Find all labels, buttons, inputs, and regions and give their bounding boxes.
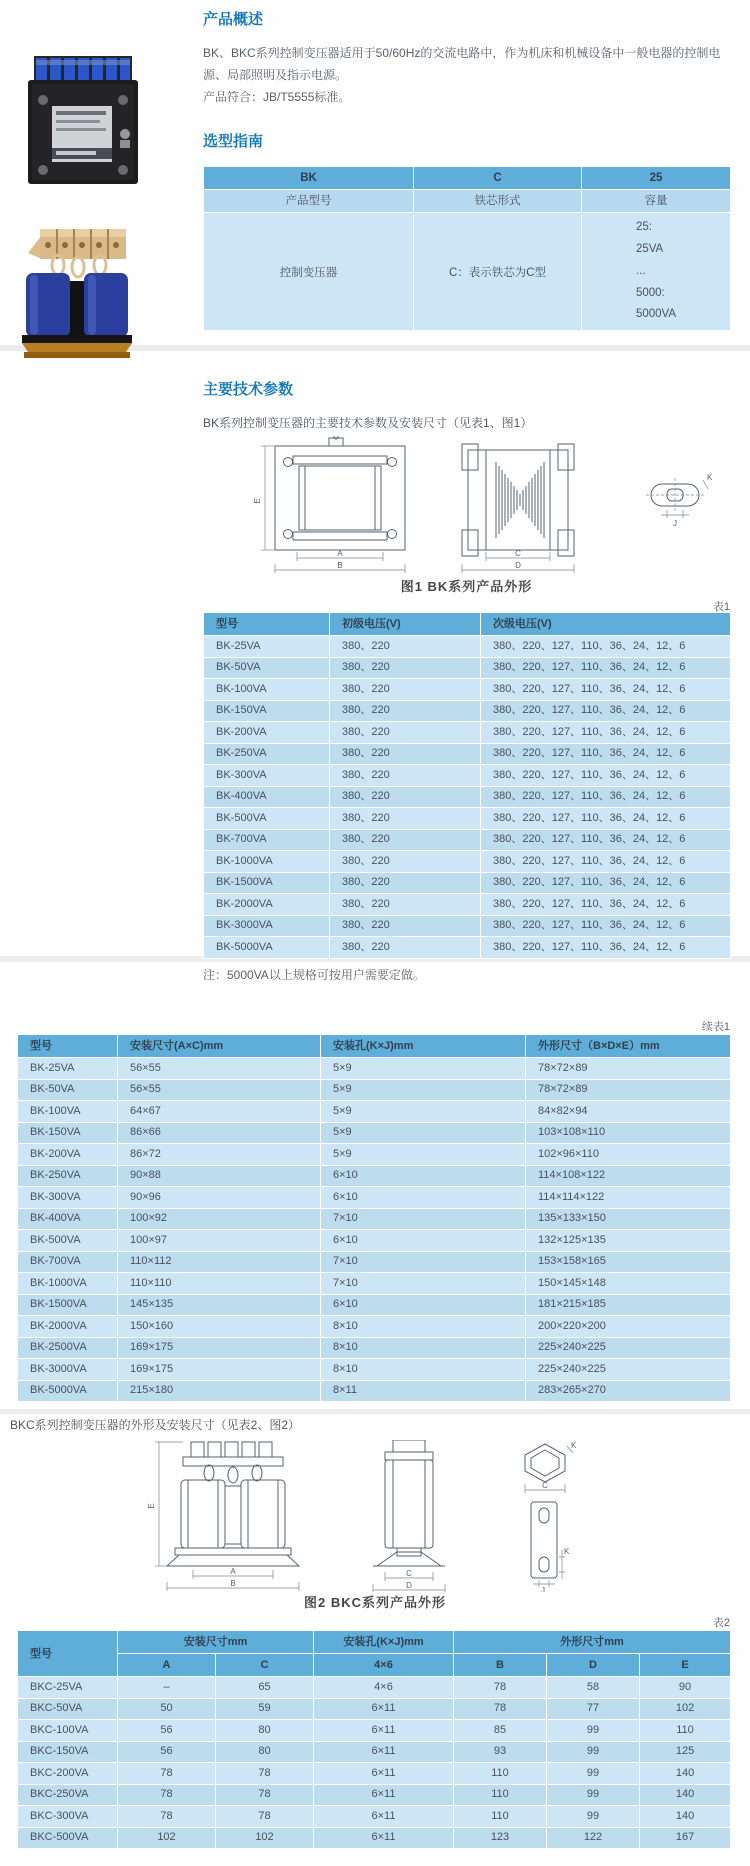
table-cell: 86×66 — [118, 1122, 321, 1144]
table-cell: 78 — [118, 1784, 216, 1806]
table-cell: 380、220 — [330, 937, 481, 959]
table-cell: 110 — [640, 1720, 731, 1742]
column-subheader: E — [640, 1654, 731, 1677]
table-cell: 56×55 — [118, 1079, 321, 1101]
table-row — [18, 1316, 731, 1338]
column-header: 型号 — [18, 1035, 118, 1058]
overview-heading: 产品概述 — [203, 11, 264, 28]
table-cell: 110×112 — [118, 1251, 321, 1273]
column-header: 外形尺寸mm — [454, 1631, 731, 1654]
table-row — [18, 1806, 731, 1828]
overview-line1: BK、BKC系列控制变压器适用于50/60Hz的交流电路中，作为机床和机械设备中一般电器的控制电源、局部照明及指示电源。 — [203, 46, 721, 83]
table-row — [18, 1251, 731, 1273]
column-header: 安装尺寸(A×C)mm — [118, 1035, 321, 1058]
column-subheader: A — [118, 1654, 216, 1677]
table-cell: BKC-300VA — [18, 1806, 118, 1828]
table-cell: 110 — [454, 1763, 547, 1785]
table-cell: 5×9 — [321, 1058, 526, 1080]
table-cell: 80 — [216, 1720, 314, 1742]
table-cell: 99 — [547, 1741, 640, 1763]
table-cell: 6×10 — [321, 1187, 526, 1209]
table-cell: 380、220 — [330, 679, 481, 701]
table-cell: 200×220×200 — [526, 1316, 731, 1338]
table-cell: 380、220、127、110、36、24、12、6 — [481, 894, 731, 916]
table-cell: 380、220 — [330, 765, 481, 787]
dim-label-k: K — [564, 1547, 570, 1556]
column-header: BK — [204, 167, 414, 190]
table-cell: 150×160 — [118, 1316, 321, 1338]
dim-label-e: E — [147, 1503, 156, 1509]
table-cell: 380、220、127、110、36、24、12、6 — [481, 743, 731, 765]
table-row — [18, 1720, 731, 1742]
dim-label-a: A — [337, 549, 343, 558]
table-cell: C：表示铁芯为C型 — [414, 213, 582, 331]
table-cell: BK-1000VA — [18, 1273, 118, 1295]
column-header: C — [414, 167, 582, 190]
dim-label-d: D — [406, 1581, 412, 1590]
table-cell: BK-250VA — [204, 743, 330, 765]
selection-table-header — [204, 167, 731, 190]
table-cell: 6×11 — [314, 1720, 454, 1742]
table-cell: 6×10 — [321, 1165, 526, 1187]
table-cell: 380、220 — [330, 915, 481, 937]
table-row — [204, 851, 731, 873]
table-cell: BK-300VA — [18, 1187, 118, 1209]
table-cell: 125 — [640, 1741, 731, 1763]
table-row — [18, 1784, 731, 1806]
table-cell: BK-100VA — [204, 679, 330, 701]
table-cell — [582, 213, 731, 331]
table-cell: 5×9 — [321, 1122, 526, 1144]
overview-line2: 产品符合：JB/T5555标准。 — [203, 90, 351, 105]
table-cell: BK-400VA — [204, 786, 330, 808]
bk-voltage-table — [203, 612, 731, 959]
table-cell: 59 — [216, 1698, 314, 1720]
table-row — [204, 657, 731, 679]
table-cell: 225×240×225 — [526, 1359, 731, 1381]
table-row — [18, 1677, 731, 1699]
table-row — [204, 636, 731, 658]
table-cell: 102 — [640, 1698, 731, 1720]
table-cell: BK-25VA — [18, 1058, 118, 1080]
table-row — [18, 1654, 731, 1677]
table-row — [18, 1208, 731, 1230]
column-header: 安装孔(K×J)mm — [314, 1631, 454, 1654]
table-cell: 99 — [547, 1763, 640, 1785]
table-cell: 380、220、127、110、36、24、12、6 — [481, 657, 731, 679]
table-row — [18, 1359, 731, 1381]
table-cell: 8×10 — [321, 1359, 526, 1381]
table-row — [204, 765, 731, 787]
table-cell: BK-300VA — [204, 765, 330, 787]
table-cell: 93 — [454, 1741, 547, 1763]
table-cell: 7×10 — [321, 1273, 526, 1295]
table-row — [18, 1144, 731, 1166]
table-cell: 7×10 — [321, 1251, 526, 1273]
column-subheader: 4×6 — [314, 1654, 454, 1677]
column-header: 25 — [582, 167, 731, 190]
table-cell: 122 — [547, 1827, 640, 1849]
table-row — [204, 700, 731, 722]
table-cell: 58 — [547, 1677, 640, 1699]
table-cell: BKC-500VA — [18, 1827, 118, 1849]
table-cell: BKC-25VA — [18, 1677, 118, 1699]
table-cell: 380、220 — [330, 894, 481, 916]
table-cell: 114×114×122 — [526, 1187, 731, 1209]
table-cell: 380、220、127、110、36、24、12、6 — [481, 722, 731, 744]
specs-intro: BK系列控制变压器的主要技术参数及安装尺寸（见表1、图1） — [203, 416, 533, 430]
table-cell: BK-100VA — [18, 1101, 118, 1123]
bkc-intro: BKC系列控制变压器的外形及安装尺寸（见表2、图2） — [10, 1418, 301, 1432]
table-cell: BK-400VA — [18, 1208, 118, 1230]
specs-heading: 主要技术参数 — [203, 381, 294, 398]
table-row — [204, 894, 731, 916]
table-header — [18, 1035, 731, 1058]
column-header: 初级电压(V) — [330, 613, 481, 636]
table-cell: 6×11 — [314, 1763, 454, 1785]
table-cell: 50 — [118, 1698, 216, 1720]
bk-dimension-table — [17, 1034, 731, 1402]
table-cell: 6×11 — [314, 1741, 454, 1763]
table-cell: 380、220、127、110、36、24、12、6 — [481, 851, 731, 873]
table-cell: BK-200VA — [204, 722, 330, 744]
bkc-product-photo — [20, 225, 135, 360]
table-cell: 380、220 — [330, 700, 481, 722]
table-row — [18, 1827, 731, 1849]
table-cell: 65 — [216, 1677, 314, 1699]
dim-label-c: C — [406, 1569, 412, 1578]
table-cell: 85 — [454, 1720, 547, 1742]
bkc-dimension-table — [17, 1630, 731, 1849]
table-cell: 114×108×122 — [526, 1165, 731, 1187]
table-cell: 380、220、127、110、36、24、12、6 — [481, 765, 731, 787]
section-divider — [0, 1409, 750, 1414]
column-header: 型号 — [18, 1631, 118, 1677]
table-row — [204, 743, 731, 765]
table-cell: 380、220 — [330, 851, 481, 873]
table-row — [204, 786, 731, 808]
table-cell: 78 — [118, 1763, 216, 1785]
table-row — [204, 872, 731, 894]
table-cell: 225×240×225 — [526, 1337, 731, 1359]
table-cell: 100×97 — [118, 1230, 321, 1252]
table-cell: 380、220、127、110、36、24、12、6 — [481, 700, 731, 722]
table-cell: BK-150VA — [18, 1122, 118, 1144]
table-cell: BK-500VA — [18, 1230, 118, 1252]
column-header: 外形尺寸（B×D×E）mm — [526, 1035, 731, 1058]
table-cell: 380、220、127、110、36、24、12、6 — [481, 915, 731, 937]
table-cell: 140 — [640, 1784, 731, 1806]
table-cell: 169×175 — [118, 1337, 321, 1359]
table-cell: 8×10 — [321, 1316, 526, 1338]
table-cell: 56×55 — [118, 1058, 321, 1080]
table-cell: 380、220、127、110、36、24、12、6 — [481, 872, 731, 894]
table-cell: – — [118, 1677, 216, 1699]
table-cell: BK-700VA — [18, 1251, 118, 1273]
dim-label-e: E — [253, 498, 262, 504]
table-cell: 77 — [547, 1698, 640, 1720]
table-row — [18, 1122, 731, 1144]
table-row — [18, 1337, 731, 1359]
column-header: 型号 — [204, 613, 330, 636]
table-cell: 150×145×148 — [526, 1273, 731, 1295]
table-cell: BK-1500VA — [204, 872, 330, 894]
table-cell: 153×158×165 — [526, 1251, 731, 1273]
table-cell: 99 — [547, 1720, 640, 1742]
table-cell: 380、220 — [330, 786, 481, 808]
table-cell: 5×9 — [321, 1144, 526, 1166]
table-row — [18, 1380, 731, 1402]
table-cell: 100×92 — [118, 1208, 321, 1230]
table-cell: 380、220 — [330, 657, 481, 679]
table-cell: BK-2000VA — [204, 894, 330, 916]
table-cell: 102×96×110 — [526, 1144, 731, 1166]
table-row — [18, 1741, 731, 1763]
table-cell: 140 — [640, 1806, 731, 1828]
table-cell: 103×108×110 — [526, 1122, 731, 1144]
table-body — [204, 636, 731, 959]
table-cell: 110 — [454, 1784, 547, 1806]
table1-tag: 表1 — [712, 601, 730, 613]
table-cell: 380、220 — [330, 636, 481, 658]
table-cell: 84×82×94 — [526, 1101, 731, 1123]
dim-label-b: B — [230, 1579, 236, 1588]
table-cell: 167 — [640, 1827, 731, 1849]
table-cell: BK-1000VA — [204, 851, 330, 873]
table-cell: 5×9 — [321, 1079, 526, 1101]
table-cell: 80 — [216, 1741, 314, 1763]
table-cell: 380、220、127、110、36、24、12、6 — [481, 786, 731, 808]
table-cell: 380、220、127、110、36、24、12、6 — [481, 829, 731, 851]
table-cell: 7×10 — [321, 1208, 526, 1230]
column-header: 安装孔(K×J)mm — [321, 1035, 526, 1058]
table-row — [18, 1273, 731, 1295]
table-cell: 6×11 — [314, 1698, 454, 1720]
table-cell: BK-50VA — [204, 657, 330, 679]
table-cell: 64×67 — [118, 1101, 321, 1123]
table-cell: 产品型号 — [204, 190, 414, 213]
table-row — [204, 829, 731, 851]
table-cell: BK-25VA — [204, 636, 330, 658]
table-cell: BK-500VA — [204, 808, 330, 830]
table-row — [18, 1294, 731, 1316]
table-row — [18, 1230, 731, 1252]
table-cell: 169×175 — [118, 1359, 321, 1381]
table-row — [204, 613, 731, 636]
table-row — [204, 915, 731, 937]
column-header: 安装尺寸mm — [118, 1631, 314, 1654]
table-cell: BK-1500VA — [18, 1294, 118, 1316]
table-cell: 135×133×150 — [526, 1208, 731, 1230]
column-header: 次级电压(V) — [481, 613, 731, 636]
dim-label-a: A — [230, 1567, 236, 1576]
table-row — [18, 1079, 731, 1101]
dim-label-k: K — [707, 473, 713, 482]
table-cell: BK-5000VA — [18, 1380, 118, 1402]
table-row — [18, 1763, 731, 1785]
table-cell: 380、220 — [330, 808, 481, 830]
column-subheader: C — [216, 1654, 314, 1677]
table-cell: BKC-200VA — [18, 1763, 118, 1785]
table-row — [18, 1035, 731, 1058]
table-cell: 380、220 — [330, 829, 481, 851]
table-cell: 380、220 — [330, 872, 481, 894]
table-row — [204, 679, 731, 701]
table-row — [18, 1058, 731, 1080]
figure1-caption: 图1 BK系列产品外形 — [400, 579, 533, 594]
table-cell: 6×11 — [314, 1784, 454, 1806]
table-cell: 4×6 — [314, 1677, 454, 1699]
table-cell: BKC-150VA — [18, 1741, 118, 1763]
table-cell: 380、220、127、110、36、24、12、6 — [481, 937, 731, 959]
table-cell: 380、220 — [330, 722, 481, 744]
table-cell: 78 — [216, 1763, 314, 1785]
table-row — [204, 937, 731, 959]
table-header — [18, 1631, 731, 1677]
figure2-caption: 图2 BKC系列产品外形 — [303, 1595, 446, 1610]
dim-label-b: B — [337, 561, 343, 570]
table1b-tag: 续表1 — [701, 1021, 730, 1033]
dim-label-c: C — [542, 1481, 548, 1490]
table-cell: BK-3000VA — [18, 1359, 118, 1381]
table-cell: 78 — [216, 1806, 314, 1828]
table-cell: 78 — [454, 1698, 547, 1720]
table-header — [204, 613, 731, 636]
table-cell: 6×10 — [321, 1230, 526, 1252]
table-cell: 控制变压器 — [204, 213, 414, 331]
table-cell: 110 — [454, 1806, 547, 1828]
column-subheader: D — [547, 1654, 640, 1677]
table-row — [204, 190, 731, 213]
table-body — [18, 1677, 731, 1849]
table-cell: 380、220、127、110、36、24、12、6 — [481, 808, 731, 830]
table-cell: 78 — [216, 1784, 314, 1806]
table-cell: BK-150VA — [204, 700, 330, 722]
figure2-drawing — [125, 1440, 625, 1592]
bk-product-photo — [20, 48, 147, 190]
table-cell: 78 — [118, 1806, 216, 1828]
table-cell: 380、220、127、110、36、24、12、6 — [481, 679, 731, 701]
dim-label-j: J — [541, 1586, 545, 1592]
table-cell: 102 — [118, 1827, 216, 1849]
figure1-drawing — [203, 436, 730, 574]
table-cell: 86×72 — [118, 1144, 321, 1166]
dim-label-k: K — [571, 1441, 577, 1450]
table-cell: 铁芯形式 — [414, 190, 582, 213]
table-cell: 110×110 — [118, 1273, 321, 1295]
table-row — [204, 167, 731, 190]
table-row — [204, 213, 731, 331]
dim-label-c: C — [515, 549, 521, 558]
table-cell: BK-50VA — [18, 1079, 118, 1101]
table-cell: BK-5000VA — [204, 937, 330, 959]
table-cell: 8×11 — [321, 1380, 526, 1402]
table-cell: 78 — [454, 1677, 547, 1699]
capacity-lines: 25: 25VA ... 5000: 5000VA — [635, 221, 677, 321]
overview-paragraph — [203, 42, 735, 109]
table-cell: 102 — [216, 1827, 314, 1849]
table-cell: 56 — [118, 1720, 216, 1742]
table-cell: 90×88 — [118, 1165, 321, 1187]
column-subheader: B — [454, 1654, 547, 1677]
table-cell: 123 — [454, 1827, 547, 1849]
selection-heading: 选型指南 — [203, 133, 264, 150]
table-row — [18, 1698, 731, 1720]
table2-tag: 表2 — [712, 1617, 730, 1629]
selection-guide-table — [203, 166, 731, 331]
table-cell: BK-700VA — [204, 829, 330, 851]
table-cell: 6×11 — [314, 1806, 454, 1828]
table-cell: BKC-100VA — [18, 1720, 118, 1742]
table-cell: 181×215×185 — [526, 1294, 731, 1316]
table-cell: BK-200VA — [18, 1144, 118, 1166]
table-cell: 8×10 — [321, 1337, 526, 1359]
table-cell: 215×180 — [118, 1380, 321, 1402]
table-cell: 90 — [640, 1677, 731, 1699]
table-cell: 78×72×89 — [526, 1079, 731, 1101]
table-cell: 容量 — [582, 190, 731, 213]
table-row — [204, 722, 731, 744]
table-cell: 145×135 — [118, 1294, 321, 1316]
table-cell: 6×10 — [321, 1294, 526, 1316]
table-cell: 132×125×135 — [526, 1230, 731, 1252]
table-cell: BK-250VA — [18, 1165, 118, 1187]
table-cell: 283×265×270 — [526, 1380, 731, 1402]
dim-label-d: D — [515, 561, 521, 570]
table-row — [204, 808, 731, 830]
table-cell: BKC-250VA — [18, 1784, 118, 1806]
table-cell: 90×96 — [118, 1187, 321, 1209]
table1-note: 注：5000VA以上规格可按用户需要定做。 — [203, 968, 425, 982]
table-row — [18, 1101, 731, 1123]
table-row — [18, 1187, 731, 1209]
table-cell: BK-3000VA — [204, 915, 330, 937]
table-cell: 380、220 — [330, 743, 481, 765]
table-cell: 380、220、127、110、36、24、12、6 — [481, 636, 731, 658]
table-cell: 140 — [640, 1763, 731, 1785]
table-cell: 99 — [547, 1806, 640, 1828]
table-cell: 99 — [547, 1784, 640, 1806]
table-cell: BK-2500VA — [18, 1337, 118, 1359]
table-cell: 78×72×89 — [526, 1058, 731, 1080]
table-row — [18, 1165, 731, 1187]
table-body — [18, 1058, 731, 1402]
table-cell: 6×11 — [314, 1827, 454, 1849]
table-row — [18, 1631, 731, 1654]
table-cell: 56 — [118, 1741, 216, 1763]
table-cell: BKC-50VA — [18, 1698, 118, 1720]
table-cell: 5×9 — [321, 1101, 526, 1123]
table-cell: BK-2000VA — [18, 1316, 118, 1338]
dim-label-j: J — [673, 519, 677, 528]
